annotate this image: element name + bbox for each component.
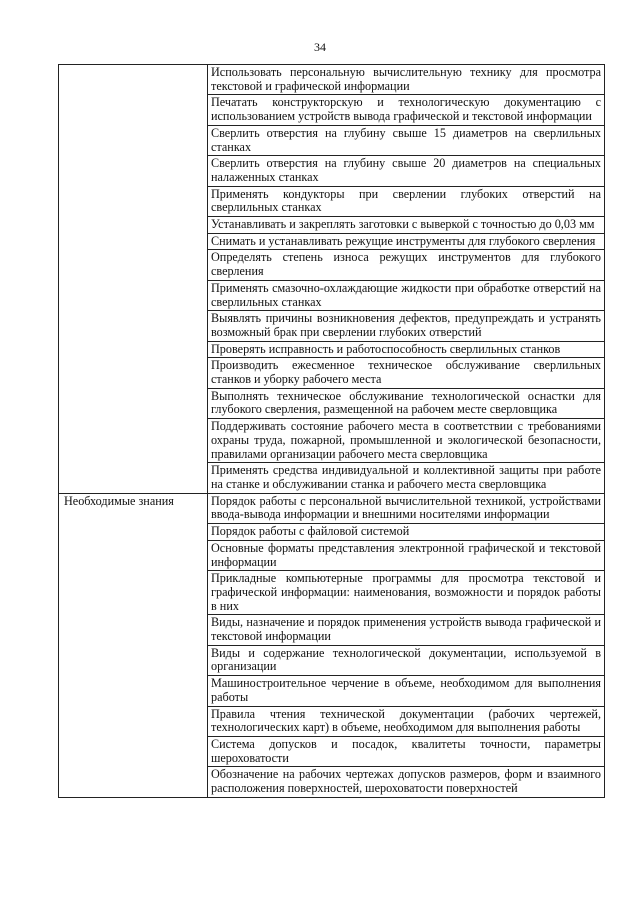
knowledge-item: Порядок работы с файловой системой xyxy=(208,524,605,541)
skill-item: Выполнять техническое обслуживание технологической оснастки для глубокого сверления, размещенной на рабочем месте сверловщика xyxy=(208,388,605,418)
knowledge-label-cell: Необходимые знания xyxy=(59,493,208,797)
skill-item: Использовать персональную вычислительную технику для просмотра текстовой и графической информации xyxy=(208,65,605,95)
table-row xyxy=(59,65,605,95)
table-body xyxy=(59,65,605,798)
skill-item: Применять кондукторы при сверлении глубоких отверстий на сверлильных станках xyxy=(208,186,605,216)
skill-item: Поддерживать состояние рабочего места в соответствии с требованиями охраны труда, пожарной, промышленной и экологической безопасности, правилами организации рабочего места сверловщика xyxy=(208,419,605,463)
requirements-table xyxy=(58,64,605,798)
table-row xyxy=(59,493,605,523)
skill-item: Выявлять причины возникновения дефектов, предупреждать и устранять возможный брак при сверлении глубоких отверстий xyxy=(208,311,605,341)
knowledge-item: Правила чтения технической документации (рабочих чертежей, технологических карт) в объеме, необходимом для выполнения работы xyxy=(208,706,605,736)
knowledge-item: Обозначение на рабочих чертежах допусков размеров, форм и взаимного расположения поверхностей, шероховатости поверхностей xyxy=(208,767,605,797)
knowledge-item: Основные форматы представления электронной графической и текстовой информации xyxy=(208,540,605,570)
skill-item: Сверлить отверстия на глубину свыше 15 диаметров на сверлильных станках xyxy=(208,125,605,155)
skill-item: Сверлить отверстия на глубину свыше 20 диаметров на специальных налаженных станках xyxy=(208,156,605,186)
skill-item: Устанавливать и закреплять заготовки с выверкой с точностью до 0,03 мм xyxy=(208,217,605,234)
skill-item: Проверять исправность и работоспособность сверлильных станков xyxy=(208,341,605,358)
knowledge-item: Порядок работы с персональной вычислительной техникой, устройствами ввода-вывода информации и внешними носителями информации xyxy=(208,493,605,523)
knowledge-item: Машиностроительное черчение в объеме, необходимом для выполнения работы xyxy=(208,676,605,706)
skill-item: Применять средства индивидуальной и коллективной защиты при работе на станке и обслуживании станка и рабочего места сверловщика xyxy=(208,463,605,493)
skill-item: Применять смазочно-охлаждающие жидкости при обработке отверстий на сверлильных станках xyxy=(208,280,605,310)
skill-item: Печатать конструкторскую и технологическую документацию с использованием устройств вывода графической и текстовой информации xyxy=(208,95,605,125)
skill-item: Определять степень износа режущих инструментов для глубокого сверления xyxy=(208,250,605,280)
skill-item: Снимать и устанавливать режущие инструменты для глубокого сверления xyxy=(208,233,605,250)
page-number: 34 xyxy=(314,40,326,54)
knowledge-item: Виды и содержание технологической документации, используемой в организации xyxy=(208,645,605,675)
knowledge-item: Система допусков и посадок, квалитеты точности, параметры шероховатости xyxy=(208,736,605,766)
skills-label-cell xyxy=(59,65,208,494)
knowledge-item: Прикладные компьютерные программы для просмотра текстовой и графической информации: наименования, возможности и порядок работы в них xyxy=(208,571,605,615)
knowledge-item: Виды, назначение и порядок применения устройств вывода графической и текстовой информации xyxy=(208,615,605,645)
skill-item: Производить ежесменное техническое обслуживание сверлильных станков и уборку рабочего места xyxy=(208,358,605,388)
